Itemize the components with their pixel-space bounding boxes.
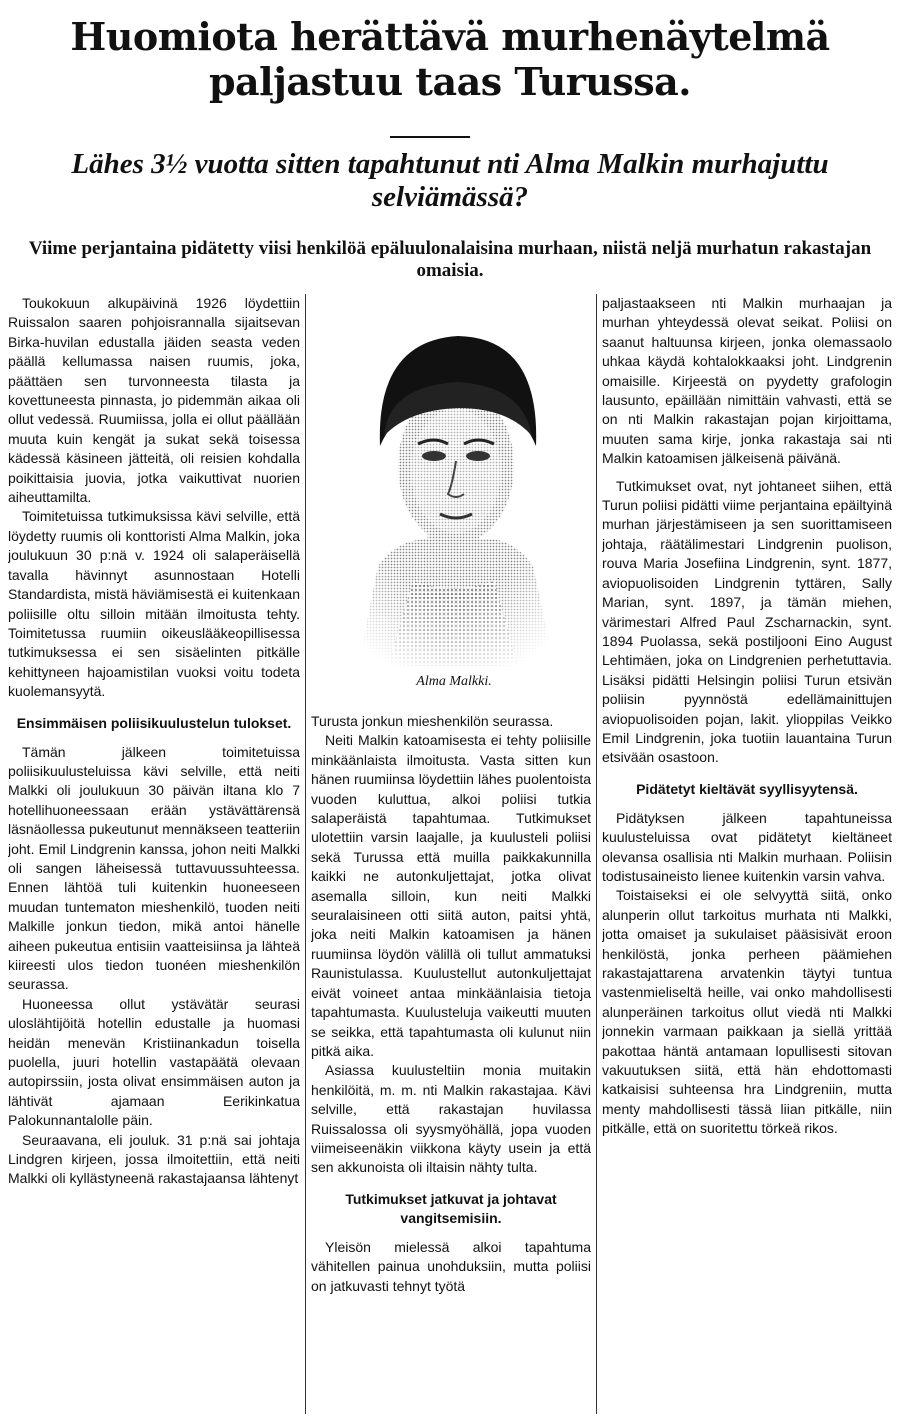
column-divider-left [305,294,306,1414]
paragraph: Huoneessa ollut ystävätär seurasi uloslähtijöitä hotellin edustalle ja huomasi heidän menevän Kristiinankadun toisella puolella, juuri hotellin vastapäätä olevaan autopirssiin, josta olivat ensimmäisen auton ja lähtivät ajamaan Eerikinkatua Palokunnantalolle päin. [8,995,300,1129]
section-heading: Ensimmäisen poliisikuulustelun tulokset. [16,714,292,731]
paragraph: Tutkimukset ovat, nyt johtaneet siihen, että Turun poliisi pidätti viime perjantaina epäiltyinä murhan järjestämiseen ja sen suorittamiseen johtaja, räätälimestari Lindgrenin puolison, rouva Maria Josefiina Lindgrenin, synt. 1877, aviopuolisoiden Lindgrenin tyttären, Sally Marian, synt. 1897, ja tämän miehen, värimestari Alfred Paul Zscharnackin, synt. 1894 Puolassa, sekä postiljooni Eino August Lehtimäen, joka on Lindgrenien perhetuttavia. Lisäksi pidätti Helsingin poliisi Turun etsivän poliisin pyynnöstä edellämainittujen aviopuolisoiden pojan, lakit. ylioppilas Veikko Emil Lindgrenin, joka tuotiin lauantaina Turun etsivään osastoon. [602,477,892,766]
subheadline: Lähes 3½ vuotta sitten tapahtunut nti Alma Malkin murhajuttu selviämässä? [71,148,829,213]
paragraph: Neiti Malkin katoamisesta ei tehty poliisille minkäänlaista ilmoitusta. Vasta sitten kun hänen ruumiinsa löydettiin lähes puolentoista vuoden kuluttua, alkoi poliisi tutkia salaperäistä tapahtumaa. Tutkimukset ulotettiin varsin laajalle, ja kuulusteli poliisi sekä Turussa että muilla paikkakunnilla kaikki ne autonkuljettajat, jotka olivat asemalla silloin, kun neiti Malkki seuralaisineen otti siitä auton, paitsi yhtä, joka neiti Malkin katoamisen ja hänen ruumiinsa löydön välillä oli tullut ammatuksi Raunistulassa. Kuulustellut autonkuljettajat eivät voineet antaa minkäänlaisia tietoja tapahtumasta. Kuulusteluja vaikeutti muuten se seikka, että tapahtumasta oli kulunut niin pitkä aika. [311,732,591,1059]
paragraph: Asiassa kuulusteltiin monia muitakin henkilöitä, m. m. nti Malkin rakastajaa. Kävi selville, että rakastajan huvilassa Ruissalossa oli syysmyöhällä, jopa vuoden viimeiseenäkin viikkona käyty usein ja että sen akkunoista oli iltaisin nähty tulta. [311,1062,591,1176]
paragraph: Turusta jonkun mieshenkilön seurassa. [311,713,554,729]
headline: Huomiota herättävä murhenäytelmä paljastuu taas Turussa. [70,14,830,104]
paragraph: Seuraavana, eli jouluk. 31 p:nä sai johtaja Lindgren kirjeen, jossa ilmoitettiin, että neiti Malkki oli kyllästyneenä rakastajaansa lähtenyt [8,1131,300,1187]
photo-caption: Alma Malkki. [416,674,492,689]
article-column-2 [311,712,591,1414]
section-heading: Tutkimukset jatkuvat ja johtavat vangitsemisiin. [345,1190,557,1226]
headline-divider [390,136,470,138]
article-column-3 [602,294,892,1414]
paragraph: Pidätyksen jälkeen tapahtuneissa kuulusteluissa ovat pidätetyt kieltäneet olevansa osallisia nti Malkin murhaan. Poliisin todistusaineisto lienee kuitenkin varsin vahva. [602,809,892,884]
paragraph: paljastaakseen nti Malkin murhaajan ja murhan yhteydessä olevat seikat. Poliisi on saanut haltuunsa kirjeen, jonka olemassaolo uhkaa käydä kohtalokkaaksi joht. Lindgrenin omaisille. Kirjeestä on pyydetty grafologin lausunto, epäillään nimittäin vahvasti, että se on nti Malkin rakastajan pojan kirjoittama, muuten sama kirje, jonka rakastaja sai nti Malkin katoamisen jälkeisenä päivänä. [602,295,892,467]
portrait-photo [318,296,590,666]
paragraph: Toistaiseksi ei ole selvyyttä siitä, onko alunperin ollut tarkoitus murhata nti Malkki, jotta omaiset ja sukulaiset pääsisivät eroon henkilöstä, jonka perheen päämiehen rakastajattarena arvatenkin täytyi tuntua vastenmieliseltä heille, vai onko mahdollisesti alunperäinen tarkoitus ollut viedä nti Malkki jonnekin varmaan paikkaan ja siellä yrittää pakottaa häntä antamaan lopullisesti sitovan vakuutuksen siitä, että hän ehdottomasti katkaisisi suhteensa hra Lindgreniin, mutta menty mahdollisesti tässä liian pitkälle, niin pitkälle, että on suoritettu törkeä rikos. [602,887,892,1137]
paragraph: Toukokuun alkupäivinä 1926 löydettiin Ruissalon saaren pohjoisrannalla sijaitsevan Birka-huvilan edustalla jäiden seasta veden päällä kellumassa naisen ruumis, joka, päättäen sen turvonneesta tilasta ja kovettuneesta pinnasta, jo pidemmän aikaa oli ollut vedessä. Ruumiissa, jolla ei ollut päällään muuta kuin kengät ja sukat sekä toisessa kädessä käsineen jätteitä, oli reisien kohdalla poikittaisia juovia, jotka vaikuttivat nuorien aiheuttamilta. [8,295,300,506]
column-divider-right [596,294,597,1414]
paragraph: Toimitetuissa tutkimuksissa kävi selville, että löydetty ruumis oli konttoristi Alma Malkin, joka joulukuun 30 p:nä v. 1924 oli salaperäisellä tavalla hävinnyt asunnostaan Hotelli Standardista, mistä häviämisestä ei kuitenkaan poliisille oltu silloin mitään ilmoitusta tehty. Toimitetussa ruumiin oikeuslääkeopillisessa tutkimuksessa ei sen sisäelinten pitkälle kehittyneen hajoamistilan vuoksi voitu todeta kuolemansyytä. [8,508,300,700]
portrait-illustration [318,296,590,666]
article-column-1 [8,294,300,1414]
paragraph: Tämän jälkeen toimitetuissa poliisikuulusteluissa kävi selville, että neiti Malkki oli joulukuun 30 päivän iltana klo 7 hotellihuoneessaan erään ystävättärensä läsnäollessa pukeutunut mennäkseen teatteriin joht. Emil Lindgrenin kanssa, johon neiti Malkki oli sangen läheisessä tuttavuussuhteessa. Ennen lähtöä tuli kuitenkin huoneeseen muudan tuntematon mieshenkilö, tuoden neiti Malkille jonkun tiedon, mikä antoi hänelle aiheen pukeutua entisiin vaatteisiinsa ja lähteä kiireesti ulos tiedon tuonéen mieshenkilön seurassa. [8,743,300,993]
deck: Viime perjantaina pidätetty viisi henkilöä epäluulonalaisina murhaan, niistä neljä murhatun rakastajan omaisia. [28,238,872,281]
section-heading: Pidätetyt kieltävät syyllisyytensä. [636,780,858,797]
paragraph: Yleisön mielessä alkoi tapahtuma vähitellen painua unohduksiin, mutta poliisi on jatkuvasti tehnyt työtä [311,1238,591,1294]
